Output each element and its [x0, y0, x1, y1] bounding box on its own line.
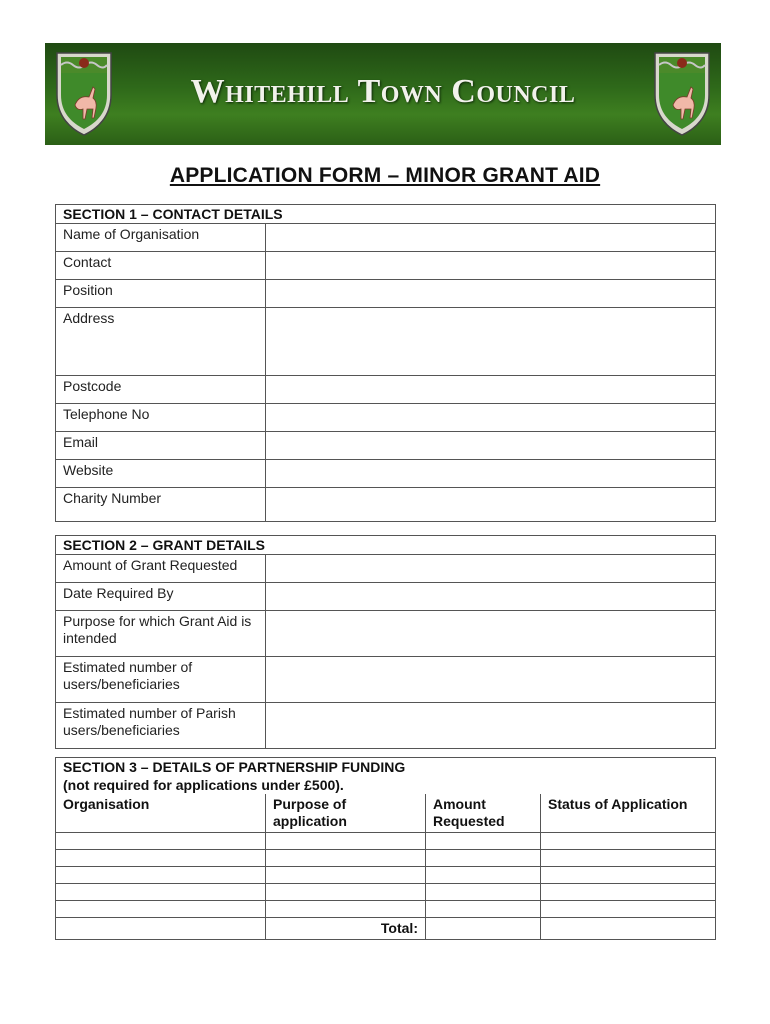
table-row: [56, 833, 716, 850]
amount-cell[interactable]: [426, 833, 541, 850]
telephone-field[interactable]: [266, 404, 716, 432]
council-banner: [45, 43, 721, 145]
field-label: Amount of Grant Requested: [56, 555, 266, 583]
field-label: Email: [56, 432, 266, 460]
field-label: Name of Organisation: [56, 224, 266, 252]
purpose-cell[interactable]: [266, 884, 426, 901]
total-row: [56, 918, 716, 940]
position-field[interactable]: [266, 280, 716, 308]
amount-cell[interactable]: [426, 884, 541, 901]
field-label: Estimated number of Parish users/beneficiaries: [56, 703, 266, 749]
section3-title: SECTION 3 – DETAILS OF PARTNERSHIP FUNDING: [56, 758, 716, 777]
website-field[interactable]: [266, 460, 716, 488]
purpose-field[interactable]: [266, 611, 716, 657]
email-field[interactable]: [266, 432, 716, 460]
field-label: Contact: [56, 252, 266, 280]
amount-cell[interactable]: [426, 867, 541, 884]
grant-amount-field[interactable]: [266, 555, 716, 583]
purpose-cell[interactable]: [266, 867, 426, 884]
total-blank-cell: [56, 918, 266, 940]
status-cell[interactable]: [541, 867, 716, 884]
organisation-cell[interactable]: [56, 901, 266, 918]
field-label: Purpose for which Grant Aid is intended: [56, 611, 266, 657]
organisation-cell[interactable]: [56, 833, 266, 850]
contact-field[interactable]: [266, 252, 716, 280]
council-name: Whitehill Town Council: [190, 73, 576, 110]
field-label: Position: [56, 280, 266, 308]
deer-shield-crest-icon: [651, 49, 713, 139]
table-row: [56, 850, 716, 867]
field-label: Date Required By: [56, 583, 266, 611]
field-label: Telephone No: [56, 404, 266, 432]
organisation-cell[interactable]: [56, 850, 266, 867]
total-amount-cell[interactable]: [426, 918, 541, 940]
table-row: [56, 867, 716, 884]
status-cell[interactable]: [541, 884, 716, 901]
field-label: Postcode: [56, 376, 266, 404]
total-label: Total:: [266, 918, 426, 940]
column-header-purpose: Purpose of application: [266, 794, 426, 833]
status-cell[interactable]: [541, 833, 716, 850]
organisation-name-field[interactable]: [266, 224, 716, 252]
column-header-amount: Amount Requested: [426, 794, 541, 833]
table-row: [56, 901, 716, 918]
amount-cell[interactable]: [426, 901, 541, 918]
section2-title: SECTION 2 – GRANT DETAILS: [56, 536, 716, 555]
section3-subtitle: (not required for applications under £500).: [56, 776, 716, 794]
column-header-organisation: Organisation: [56, 794, 266, 833]
grant-details-table: [55, 535, 716, 749]
organisation-cell[interactable]: [56, 884, 266, 901]
contact-details-table: [55, 204, 716, 522]
section1-title: SECTION 1 – CONTACT DETAILS: [56, 205, 716, 224]
field-label: Estimated number of users/beneficiaries: [56, 657, 266, 703]
table-row: [56, 884, 716, 901]
form-title: APPLICATION FORM – MINOR GRANT AID: [169, 164, 601, 187]
purpose-cell[interactable]: [266, 850, 426, 867]
status-cell[interactable]: [541, 901, 716, 918]
field-label: Address: [56, 308, 266, 376]
purpose-cell[interactable]: [266, 833, 426, 850]
parish-beneficiaries-field[interactable]: [266, 703, 716, 749]
beneficiaries-field[interactable]: [266, 657, 716, 703]
postcode-field[interactable]: [266, 376, 716, 404]
amount-cell[interactable]: [426, 850, 541, 867]
column-header-status: Status of Application: [541, 794, 716, 833]
address-field[interactable]: [266, 308, 716, 376]
field-label: Charity Number: [56, 488, 266, 522]
status-cell[interactable]: [541, 850, 716, 867]
date-required-field[interactable]: [266, 583, 716, 611]
field-label: Website: [56, 460, 266, 488]
charity-number-field[interactable]: [266, 488, 716, 522]
partnership-funding-table: [55, 757, 716, 940]
purpose-cell[interactable]: [266, 901, 426, 918]
organisation-cell[interactable]: [56, 867, 266, 884]
total-status-cell[interactable]: [541, 918, 716, 940]
